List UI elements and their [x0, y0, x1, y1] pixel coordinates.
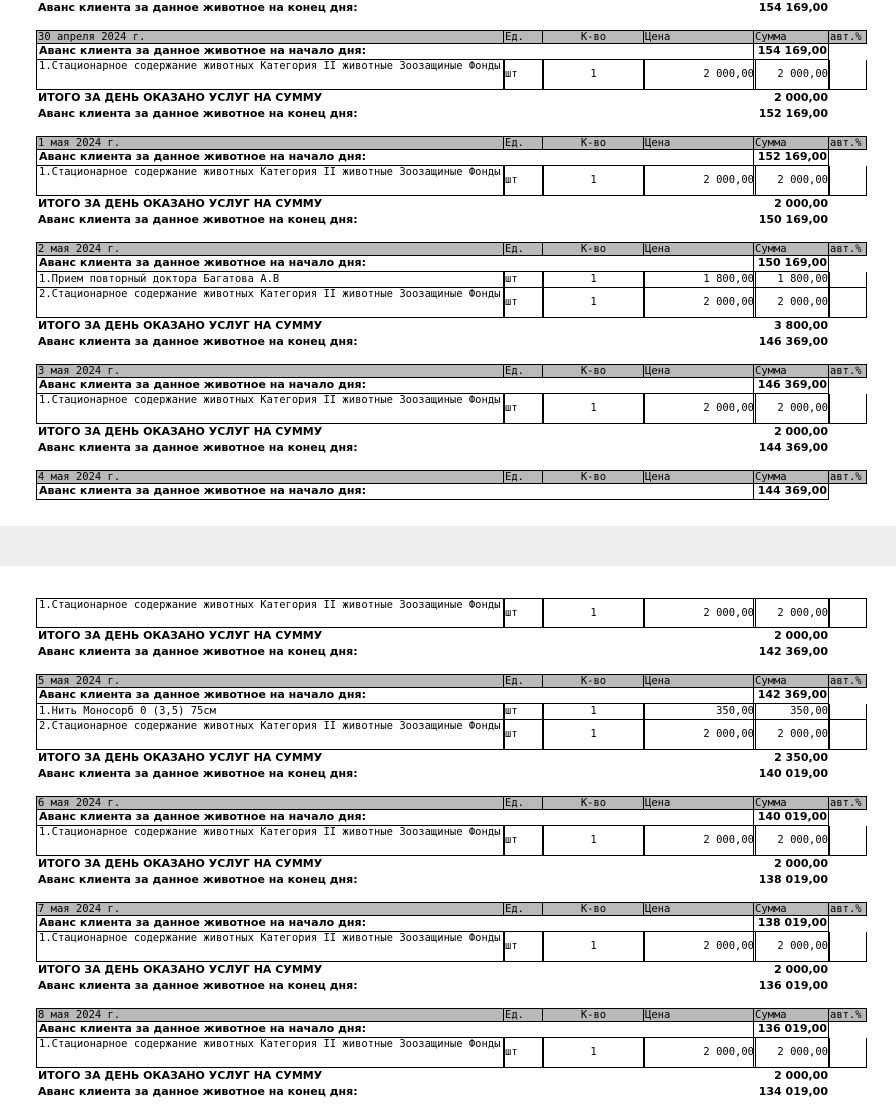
advance-start-label: Аванс клиента за данное животное на начало дня: [36, 256, 754, 272]
service-qty: 1 [542, 704, 645, 720]
day-total-row-label: ИТОГО ЗА ДЕНЬ ОКАЗАНО УСЛУГ НА СУММУ [38, 963, 323, 976]
day-header-row [0, 674, 896, 688]
advance-end-row [0, 0, 896, 16]
day-date: 7 мая 2024 г. [36, 902, 505, 916]
advance-start-label: Аванс клиента за данное животное на начало дня: [36, 44, 754, 60]
service-sum: 2 000,00 [753, 1038, 830, 1068]
col-qty-header: К-во [542, 30, 645, 44]
day-total-row-label: ИТОГО ЗА ДЕНЬ ОКАЗАНО УСЛУГ НА СУММУ [38, 319, 323, 332]
col-unit-header: Ед. [503, 242, 544, 256]
col-sum-header: Сумма [753, 902, 830, 916]
service-price: 2 000,00 [643, 1038, 756, 1068]
document-page-1 [0, 0, 896, 526]
col-sum-header: Сумма [753, 796, 830, 810]
col-sum-header: Сумма [753, 470, 830, 484]
service-unit: шт [503, 826, 544, 856]
advance-end-row [0, 644, 896, 660]
col-auto-header: авт.% [828, 136, 867, 150]
col-qty-header: К-во [542, 242, 645, 256]
service-price: 2 000,00 [643, 288, 756, 318]
col-price-header: Цена [643, 30, 756, 44]
col-sum-header: Сумма [753, 136, 830, 150]
day-total-row [0, 318, 896, 334]
col-qty-header: К-во [542, 796, 645, 810]
service-qty: 1 [542, 394, 645, 424]
col-price-header: Цена [643, 364, 756, 378]
advance-start-value: 136 019,00 [753, 1022, 829, 1038]
day-total-row-value: 2 350,00 [774, 751, 828, 764]
advance-end-row-label: Аванс клиента за данное животное на конец дня: [38, 213, 358, 226]
advance-start-label: Аванс клиента за данное животное на начало дня: [36, 150, 754, 166]
service-unit: шт [503, 932, 544, 962]
day-total-row-label: ИТОГО ЗА ДЕНЬ ОКАЗАНО УСЛУГ НА СУММУ [38, 857, 323, 870]
advance-start-value: 144 369,00 [753, 484, 829, 500]
col-sum-header: Сумма [753, 674, 830, 688]
advance-start-label: Аванс клиента за данное животное на начало дня: [36, 916, 754, 932]
service-sum: 2 000,00 [753, 932, 830, 962]
service-qty: 1 [542, 720, 645, 750]
advance-end-row-value: 150 169,00 [758, 213, 828, 226]
service-price: 2 000,00 [643, 394, 756, 424]
day-total-row [0, 1068, 896, 1084]
advance-start-label: Аванс клиента за данное животное на начало дня: [36, 1022, 754, 1038]
service-sum: 1 800,00 [753, 272, 830, 288]
service-auto [828, 826, 867, 856]
col-sum-header: Сумма [753, 1008, 830, 1022]
service-unit: шт [503, 166, 544, 196]
col-auto-header: авт.% [828, 30, 867, 44]
service-price: 2 000,00 [643, 598, 756, 628]
service-name: 1.Прием повторный доктора Багатова А.В [36, 272, 505, 288]
day-header-row [0, 1008, 896, 1022]
service-row [0, 394, 896, 424]
service-name: 1.Стационарное содержание животных Категория II животные Зоозащиные Фонды [36, 166, 505, 196]
advance-start-value: 138 019,00 [753, 916, 829, 932]
advance-end-row-value: 138 019,00 [758, 873, 828, 886]
day-header-row [0, 136, 896, 150]
service-name: 1.Стационарное содержание животных Категория II животные Зоозащиные Фонды [36, 394, 505, 424]
day-total-row-value: 2 000,00 [774, 857, 828, 870]
service-sum: 2 000,00 [753, 166, 830, 196]
service-name: 2.Стационарное содержание животных Категория II животные Зоозащиные Фонды [36, 288, 505, 318]
service-qty: 1 [542, 826, 645, 856]
advance-end-row [0, 872, 896, 888]
service-unit: шт [503, 288, 544, 318]
service-auto [828, 932, 867, 962]
col-auto-header: авт.% [828, 902, 867, 916]
advance-end-row-value: 146 369,00 [758, 335, 828, 348]
advance-start-row [0, 44, 896, 60]
day-date: 3 мая 2024 г. [36, 364, 505, 378]
day-total-row [0, 856, 896, 872]
advance-start-row [0, 150, 896, 166]
advance-end-row-label: Аванс клиента за данное животное на конец дня: [38, 767, 358, 780]
col-price-header: Цена [643, 136, 756, 150]
day-header-row [0, 470, 896, 484]
col-unit-header: Ед. [503, 1008, 544, 1022]
day-total-row-label: ИТОГО ЗА ДЕНЬ ОКАЗАНО УСЛУГ НА СУММУ [38, 629, 323, 642]
service-unit: шт [503, 1038, 544, 1068]
service-name: 1.Стационарное содержание животных Категория II животные Зоозащиные Фонды [36, 598, 505, 628]
advance-end-row-label: Аванс клиента за данное животное на конец дня: [38, 441, 358, 454]
service-name: 2.Стационарное содержание животных Категория II животные Зоозащиные Фонды [36, 720, 505, 750]
service-sum: 2 000,00 [753, 288, 830, 318]
col-auto-header: авт.% [828, 1008, 867, 1022]
advance-start-label: Аванс клиента за данное животное на начало дня: [36, 378, 754, 394]
col-price-header: Цена [643, 902, 756, 916]
col-unit-header: Ед. [503, 30, 544, 44]
day-total-row-label: ИТОГО ЗА ДЕНЬ ОКАЗАНО УСЛУГ НА СУММУ [38, 425, 323, 438]
day-total-row-value: 2 000,00 [774, 425, 828, 438]
advance-end-row-label: Аванс клиента за данное животное на конец дня: [38, 873, 358, 886]
service-row [0, 826, 896, 856]
day-header-row [0, 30, 896, 44]
advance-end-row-value: 136 019,00 [758, 979, 828, 992]
col-sum-header: Сумма [753, 242, 830, 256]
advance-end-row [0, 106, 896, 122]
service-sum: 2 000,00 [753, 394, 830, 424]
service-sum: 2 000,00 [753, 598, 830, 628]
service-row [0, 932, 896, 962]
service-qty: 1 [542, 932, 645, 962]
service-price: 350,00 [643, 704, 756, 720]
service-auto [828, 288, 867, 318]
advance-end-row [0, 212, 896, 228]
col-unit-header: Ед. [503, 470, 544, 484]
day-total-row-value: 2 000,00 [774, 197, 828, 210]
day-total-row-value: 3 800,00 [774, 319, 828, 332]
service-unit: шт [503, 272, 544, 288]
advance-start-label: Аванс клиента за данное животное на начало дня: [36, 688, 754, 704]
advance-start-value: 146 369,00 [753, 378, 829, 394]
advance-end-row-value: 140 019,00 [758, 767, 828, 780]
col-unit-header: Ед. [503, 902, 544, 916]
service-sum: 2 000,00 [753, 720, 830, 750]
day-total-row [0, 90, 896, 106]
day-total-row [0, 628, 896, 644]
advance-start-value: 150 169,00 [753, 256, 829, 272]
day-total-row [0, 962, 896, 978]
service-sum: 2 000,00 [753, 60, 830, 90]
col-qty-header: К-во [542, 470, 645, 484]
day-date: 30 апреля 2024 г. [36, 30, 505, 44]
advance-end-row-label: Аванс клиента за данное животное на конец дня: [38, 1085, 358, 1098]
service-row [0, 166, 896, 196]
day-total-row [0, 424, 896, 440]
service-row [0, 288, 896, 318]
col-auto-header: авт.% [828, 796, 867, 810]
advance-start-value: 140 019,00 [753, 810, 829, 826]
advance-start-row [0, 916, 896, 932]
service-qty: 1 [542, 288, 645, 318]
service-unit: шт [503, 598, 544, 628]
advance-end-row-value: 134 019,00 [758, 1085, 828, 1098]
service-sum: 2 000,00 [753, 826, 830, 856]
advance-start-label: Аванс клиента за данное животное на начало дня: [36, 810, 754, 826]
advance-start-label: Аванс клиента за данное животное на начало дня: [36, 484, 754, 500]
day-total-row-label: ИТОГО ЗА ДЕНЬ ОКАЗАНО УСЛУГ НА СУММУ [38, 197, 323, 210]
day-header-row [0, 796, 896, 810]
day-total-row-value: 2 000,00 [774, 1069, 828, 1082]
advance-end-row-value: 142 369,00 [758, 645, 828, 658]
day-date: 4 мая 2024 г. [36, 470, 505, 484]
col-price-header: Цена [643, 1008, 756, 1022]
service-unit: шт [503, 704, 544, 720]
service-name: 1.Нить Моносорб 0 (3,5) 75см [36, 704, 505, 720]
advance-start-row [0, 810, 896, 826]
day-total-row-value: 2 000,00 [774, 629, 828, 642]
service-row [0, 720, 896, 750]
day-date: 8 мая 2024 г. [36, 1008, 505, 1022]
advance-end-row-label: Аванс клиента за данное животное на конец дня: [38, 107, 358, 120]
advance-start-row [0, 1022, 896, 1038]
day-total-row-label: ИТОГО ЗА ДЕНЬ ОКАЗАНО УСЛУГ НА СУММУ [38, 1069, 323, 1082]
col-sum-header: Сумма [753, 364, 830, 378]
service-auto [828, 394, 867, 424]
advance-end-row [0, 334, 896, 350]
advance-end-row-label: Аванс клиента за данное животное на конец дня: [38, 335, 358, 348]
advance-end-row [0, 978, 896, 994]
col-qty-header: К-во [542, 902, 645, 916]
document-page-2 [0, 566, 896, 1120]
day-total-row-value: 2 000,00 [774, 91, 828, 104]
advance-start-row [0, 484, 896, 500]
service-price: 2 000,00 [643, 720, 756, 750]
service-qty: 1 [542, 166, 645, 196]
col-auto-header: авт.% [828, 674, 867, 688]
advance-end-row [0, 440, 896, 456]
service-row [0, 60, 896, 90]
service-auto [828, 1038, 867, 1068]
service-auto [828, 60, 867, 90]
advance-start-value: 152 169,00 [753, 150, 829, 166]
service-qty: 1 [542, 598, 645, 628]
service-name: 1.Стационарное содержание животных Категория II животные Зоозащиные Фонды [36, 1038, 505, 1068]
service-auto [828, 166, 867, 196]
service-auto [828, 704, 867, 720]
service-price: 1 800,00 [643, 272, 756, 288]
advance-end-row-value: 152 169,00 [758, 107, 828, 120]
service-name: 1.Стационарное содержание животных Категория II животные Зоозащиные Фонды [36, 932, 505, 962]
day-header-row [0, 902, 896, 916]
col-price-header: Цена [643, 242, 756, 256]
service-price: 2 000,00 [643, 166, 756, 196]
advance-start-value: 142 369,00 [753, 688, 829, 704]
day-header-row [0, 364, 896, 378]
service-row [0, 598, 896, 628]
col-price-header: Цена [643, 796, 756, 810]
advance-end-row-label: Аванс клиента за данное животное на конец дня: [38, 1, 358, 14]
advance-end-row [0, 1084, 896, 1100]
day-date: 2 мая 2024 г. [36, 242, 505, 256]
service-unit: шт [503, 60, 544, 90]
service-name: 1.Стационарное содержание животных Категория II животные Зоозащиные Фонды [36, 60, 505, 90]
col-price-header: Цена [643, 674, 756, 688]
col-unit-header: Ед. [503, 364, 544, 378]
col-sum-header: Сумма [753, 30, 830, 44]
col-price-header: Цена [643, 470, 756, 484]
advance-end-row-value: 154 169,00 [758, 1, 828, 14]
advance-end-row-label: Аванс клиента за данное животное на конец дня: [38, 979, 358, 992]
service-qty: 1 [542, 60, 645, 90]
advance-start-row [0, 378, 896, 394]
service-auto [828, 598, 867, 628]
col-auto-header: авт.% [828, 470, 867, 484]
col-unit-header: Ед. [503, 674, 544, 688]
advance-end-row-label: Аванс клиента за данное животное на конец дня: [38, 645, 358, 658]
service-price: 2 000,00 [643, 826, 756, 856]
col-auto-header: авт.% [828, 242, 867, 256]
advance-end-row-value: 144 369,00 [758, 441, 828, 454]
col-qty-header: К-во [542, 136, 645, 150]
advance-start-row [0, 688, 896, 704]
service-row [0, 704, 896, 720]
advance-end-row [0, 766, 896, 782]
day-date: 1 мая 2024 г. [36, 136, 505, 150]
day-total-row-label: ИТОГО ЗА ДЕНЬ ОКАЗАНО УСЛУГ НА СУММУ [38, 751, 323, 764]
col-unit-header: Ед. [503, 136, 544, 150]
service-name: 1.Стационарное содержание животных Категория II животные Зоозащиные Фонды [36, 826, 505, 856]
day-total-row [0, 750, 896, 766]
col-qty-header: К-во [542, 674, 645, 688]
col-qty-header: К-во [542, 1008, 645, 1022]
service-unit: шт [503, 720, 544, 750]
day-header-row [0, 242, 896, 256]
service-row [0, 1038, 896, 1068]
advance-start-value: 154 169,00 [753, 44, 829, 60]
advance-start-row [0, 256, 896, 272]
service-auto [828, 272, 867, 288]
service-row [0, 272, 896, 288]
day-total-row [0, 196, 896, 212]
service-price: 2 000,00 [643, 932, 756, 962]
day-date: 5 мая 2024 г. [36, 674, 505, 688]
service-qty: 1 [542, 1038, 645, 1068]
service-sum: 350,00 [753, 704, 830, 720]
service-unit: шт [503, 394, 544, 424]
col-qty-header: К-во [542, 364, 645, 378]
day-total-row-label: ИТОГО ЗА ДЕНЬ ОКАЗАНО УСЛУГ НА СУММУ [38, 91, 323, 104]
day-date: 6 мая 2024 г. [36, 796, 505, 810]
day-total-row-value: 2 000,00 [774, 963, 828, 976]
service-qty: 1 [542, 272, 645, 288]
service-auto [828, 720, 867, 750]
col-unit-header: Ед. [503, 796, 544, 810]
col-auto-header: авт.% [828, 364, 867, 378]
service-price: 2 000,00 [643, 60, 756, 90]
